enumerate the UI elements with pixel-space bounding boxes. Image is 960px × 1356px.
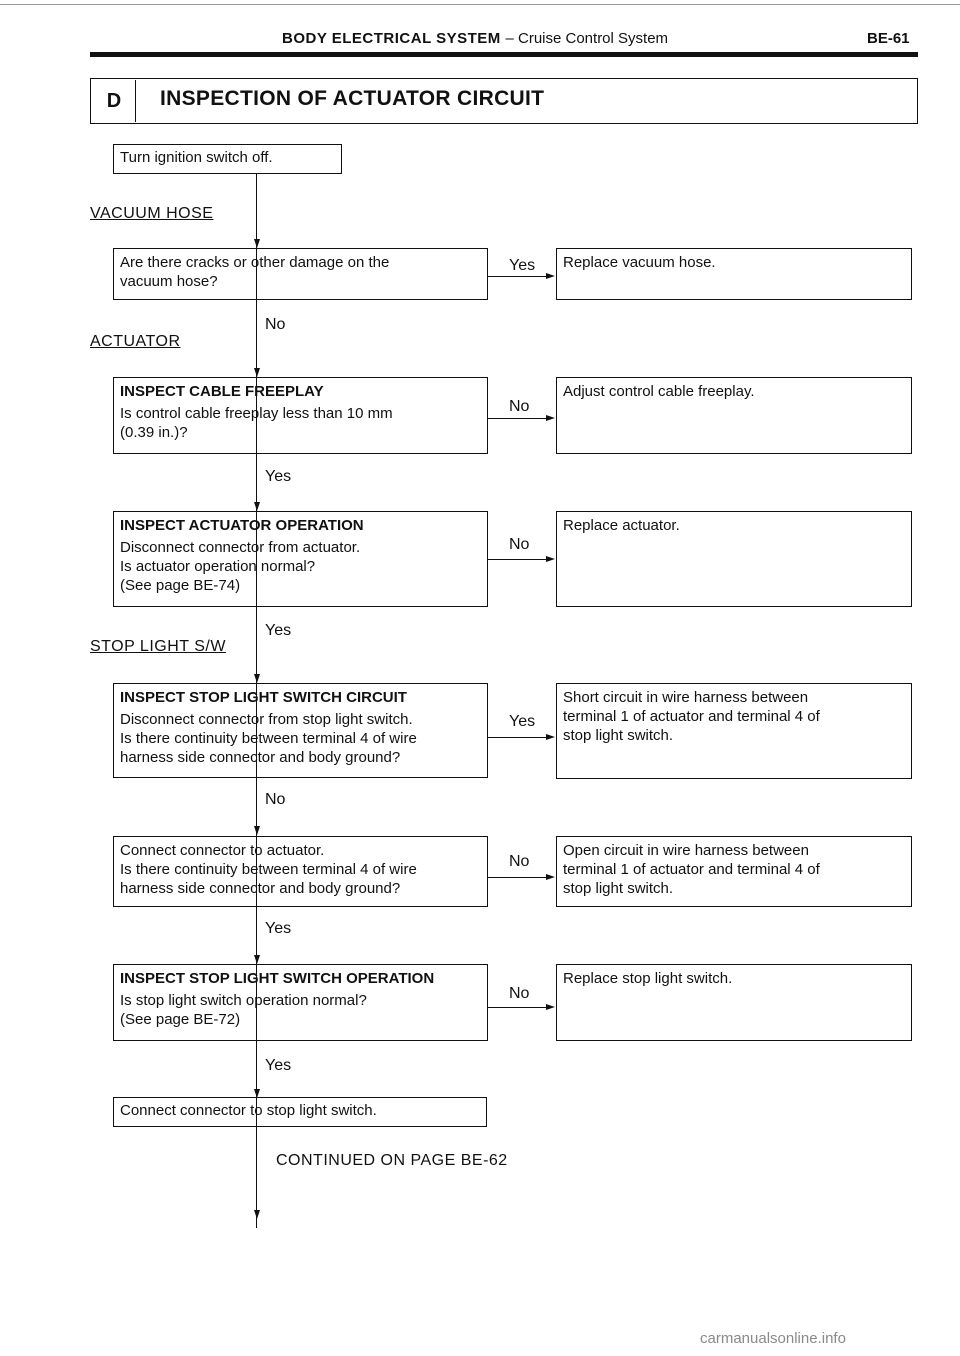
result-line: Replace vacuum hose. [563, 254, 716, 271]
question-line: (See page BE-74) [120, 577, 241, 594]
arrow-down [254, 368, 260, 377]
question-line: Is there continuity between terminal 4 of wire [120, 730, 417, 747]
continue-label: No [265, 316, 286, 333]
question-line: Connect connector to actuator. [120, 842, 325, 859]
arrow-right [546, 273, 555, 279]
branch-line [488, 418, 546, 419]
result-box [556, 964, 912, 1041]
arrow-down [254, 826, 260, 835]
result-box [556, 836, 912, 907]
result-box [556, 248, 912, 300]
arrow-right [546, 415, 555, 421]
continue-label: No [265, 791, 286, 808]
continue-label: Yes [265, 468, 292, 485]
branch-label: No [509, 398, 530, 415]
top-edge-rule [0, 4, 960, 5]
branch-line [488, 737, 546, 738]
question-line: Is control cable freeplay less than 10 mm [120, 405, 393, 422]
arrow-right [546, 556, 555, 562]
question-line: Is stop light switch operation normal? [120, 992, 367, 1009]
branch-line [488, 1007, 546, 1008]
question-line: Is there continuity between terminal 4 of wire [120, 861, 417, 878]
arrow-down [254, 502, 260, 511]
arrow-right [546, 1004, 555, 1010]
result-line: stop light switch. [563, 880, 674, 897]
question-box-connect-actuator [113, 836, 488, 907]
branch-label: No [509, 985, 530, 1002]
step-title: INSPECT ACTUATOR OPERATION [120, 517, 364, 534]
question-line: harness side connector and body ground? [120, 880, 401, 897]
question-line: (See page BE-72) [120, 1011, 241, 1028]
continue-label: Yes [265, 622, 292, 639]
result-box [556, 511, 912, 607]
question-box-vacuum-hose [113, 248, 488, 300]
label-vacuum-hose: VACUUM HOSE [90, 205, 214, 222]
result-line: Open circuit in wire harness between [563, 842, 809, 859]
section-title: INSPECTION OF ACTUATOR CIRCUIT [160, 87, 545, 110]
step-title: INSPECT STOP LIGHT SWITCH CIRCUIT [120, 689, 407, 706]
watermark: carmanualsonline.info [700, 1330, 846, 1347]
branch-line [488, 559, 546, 560]
header-section: BODY ELECTRICAL SYSTEM [282, 30, 501, 47]
question-line: Are there cracks or other damage on the [120, 254, 390, 271]
result-line: terminal 1 of actuator and terminal 4 of [563, 861, 820, 878]
arrow-down [254, 955, 260, 964]
branch-line [488, 877, 546, 878]
branch-line [488, 276, 546, 277]
question-line: vacuum hose? [120, 273, 218, 290]
branch-label: Yes [509, 713, 536, 730]
question-line: (0.39 in.)? [120, 424, 188, 441]
question-box-actuator-operation [113, 511, 488, 607]
start-box: Turn ignition switch off. [113, 144, 342, 174]
result-line: Short circuit in wire harness between [563, 689, 809, 706]
question-box-stop-light-operation [113, 964, 488, 1041]
arrow-right [546, 734, 555, 740]
step-title: INSPECT STOP LIGHT SWITCH OPERATION [120, 970, 435, 987]
final-box: Connect connector to stop light switch. [113, 1097, 487, 1127]
label-actuator: ACTUATOR [90, 333, 181, 350]
result-line: Replace actuator. [563, 517, 680, 534]
section-letter: D [93, 80, 136, 122]
continue-label: Yes [265, 1057, 292, 1074]
result-line: stop light switch. [563, 727, 674, 744]
header-rule [90, 52, 918, 57]
question-box-stop-light-circuit [113, 683, 488, 778]
branch-label: No [509, 853, 530, 870]
result-line: Adjust control cable freeplay. [563, 383, 755, 400]
arrow-down [254, 674, 260, 683]
arrow-down [254, 1210, 260, 1219]
result-box [556, 683, 912, 779]
question-line: Is actuator operation normal? [120, 558, 316, 575]
continue-label: Yes [265, 920, 292, 937]
label-stop-light-switch: STOP LIGHT S/W [90, 638, 226, 655]
page-number: BE-61 [867, 30, 910, 47]
question-line: Disconnect connector from stop light switch. [120, 711, 413, 728]
arrow-down [254, 239, 260, 248]
question-box-cable-freeplay [113, 377, 488, 454]
result-line: terminal 1 of actuator and terminal 4 of [563, 708, 820, 725]
arrow-right [546, 874, 555, 880]
step-title: INSPECT CABLE FREEPLAY [120, 383, 324, 400]
continued-note: CONTINUED ON PAGE BE-62 [276, 1152, 508, 1169]
page-header [282, 30, 668, 47]
header-subtitle: – Cruise Control System [505, 30, 669, 47]
branch-label: No [509, 536, 530, 553]
question-line: Disconnect connector from actuator. [120, 539, 361, 556]
result-box [556, 377, 912, 454]
result-line: Replace stop light switch. [563, 970, 733, 987]
question-line: harness side connector and body ground? [120, 749, 401, 766]
branch-label: Yes [509, 257, 536, 274]
